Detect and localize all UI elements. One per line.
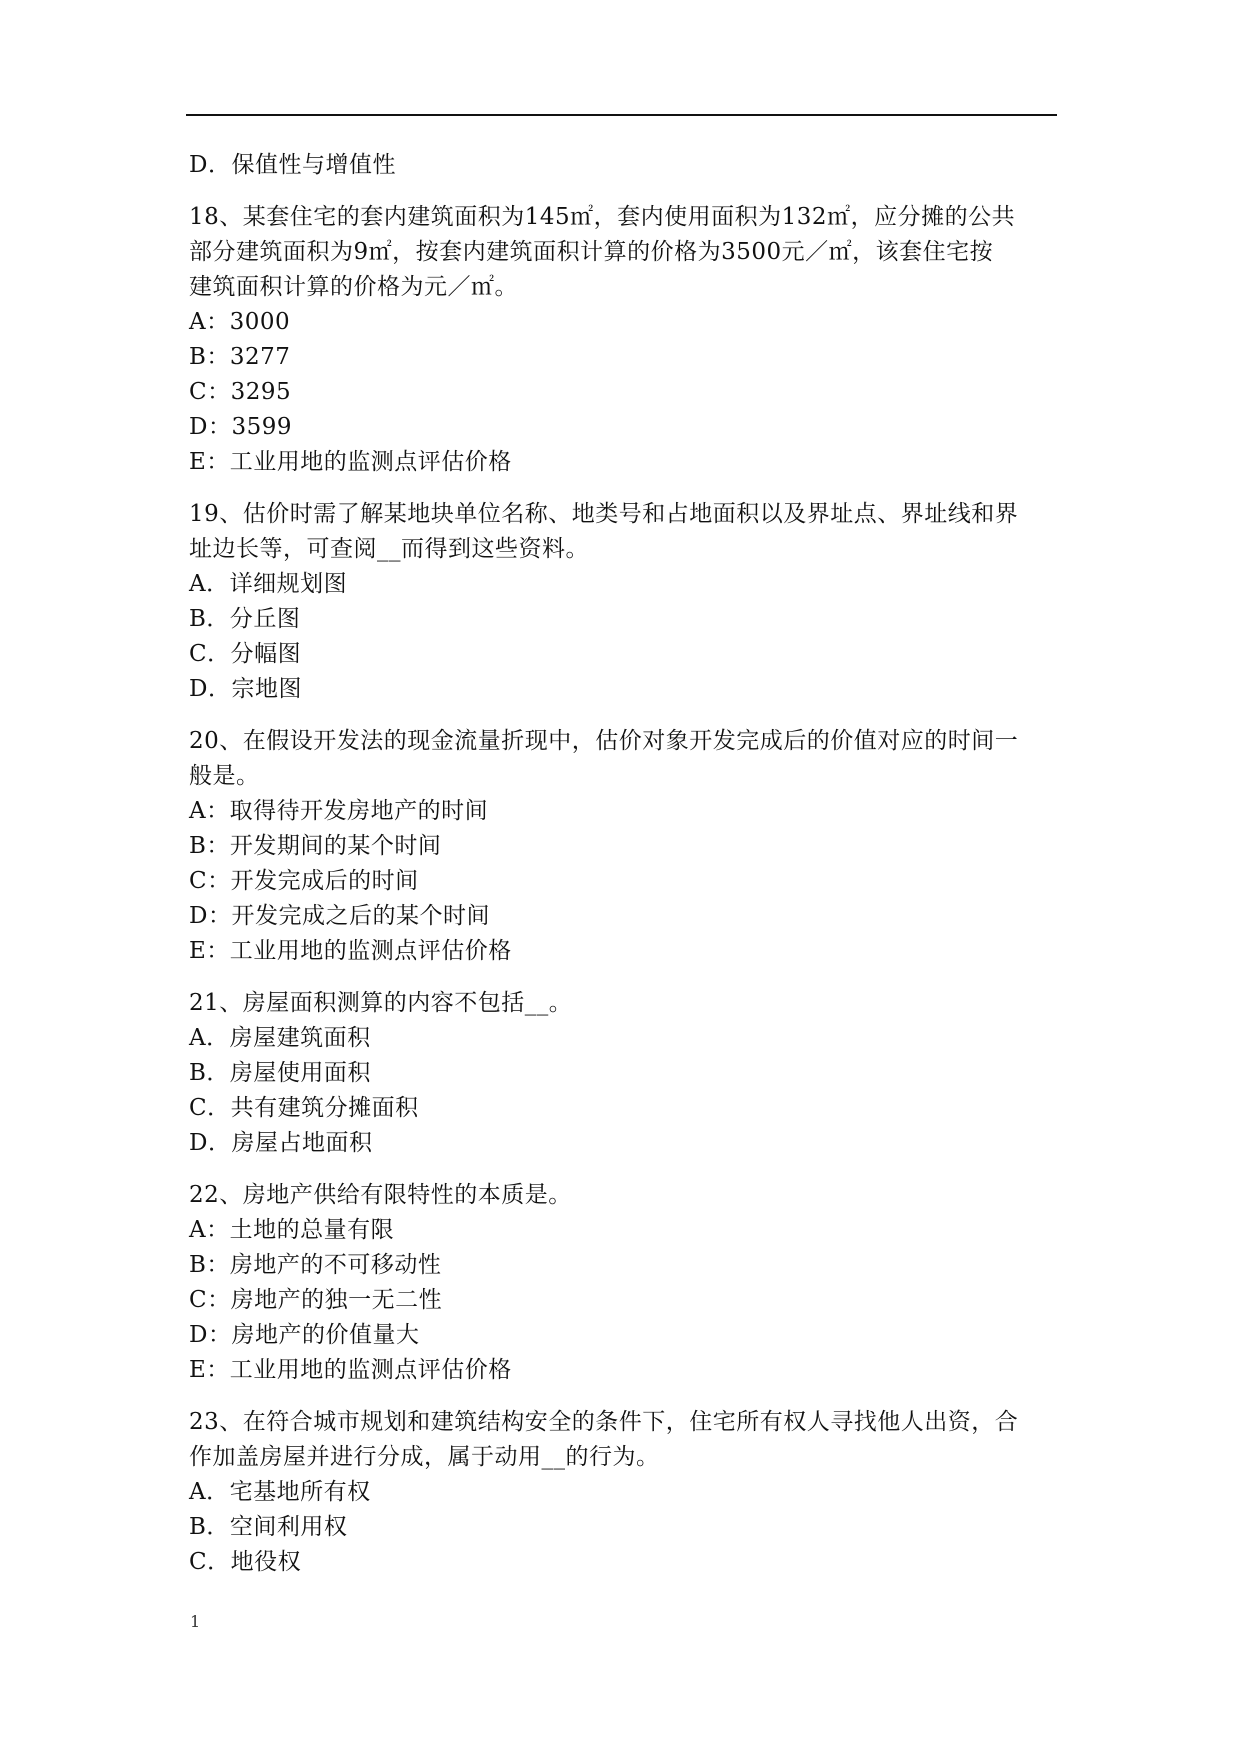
- option-list: [189, 1021, 1055, 1161]
- option-list: [189, 1475, 1055, 1580]
- question-line: 23、在符合城市规划和建筑结构安全的条件下，住宅所有权人寻找他人出资，合: [189, 1409, 1019, 1435]
- option-a: A：取得待开发房地产的时间: [189, 798, 489, 824]
- question-text: [189, 200, 1055, 305]
- question-text: [189, 986, 1055, 1021]
- option-d: D：3599: [189, 414, 292, 440]
- option-d: D．宗地图: [189, 676, 302, 702]
- option-list: [189, 794, 1055, 969]
- option-b: B：开发期间的某个时间: [189, 833, 442, 859]
- option-list: [189, 1213, 1055, 1388]
- question-21: [189, 986, 1055, 1161]
- question-line: 作加盖房屋并进行分成，属于动用__的行为。: [189, 1444, 660, 1470]
- option-c: C：3295: [189, 379, 292, 405]
- option-c: C．分幅图: [189, 641, 302, 667]
- question-text: [189, 497, 1055, 567]
- option-a: A：3000: [189, 309, 291, 335]
- option-d: D：房地产的价值量大: [189, 1322, 420, 1348]
- option-a: A：土地的总量有限: [189, 1217, 395, 1243]
- option-b: B．房屋使用面积: [189, 1060, 371, 1086]
- question-text: [189, 724, 1055, 794]
- option-a: A．房屋建筑面积: [189, 1025, 371, 1051]
- option-c: C．共有建筑分摊面积: [189, 1095, 419, 1121]
- document-body: [189, 148, 1055, 1580]
- option-a: A．详细规划图: [189, 571, 348, 597]
- option-list: [189, 567, 1055, 707]
- question-23: [189, 1405, 1055, 1580]
- option-b: B．空间利用权: [189, 1514, 348, 1540]
- option-c: C：开发完成后的时间: [189, 868, 419, 894]
- question-line: 19、估价时需了解某地块单位名称、地类号和占地面积以及界址点、界址线和界: [189, 501, 1019, 527]
- option-b: B．分丘图: [189, 606, 301, 632]
- question-19: [189, 497, 1055, 707]
- prev-option: D．保值性与增值性: [189, 152, 396, 178]
- question-line: 18、某套住宅的套内建筑面积为145㎡，套内使用面积为132㎡，应分摊的公共: [189, 204, 1016, 230]
- header-rule: [186, 114, 1057, 116]
- option-e: E：工业用地的监测点评估价格: [189, 938, 512, 964]
- question-line: 21、房屋面积测算的内容不包括__。: [189, 990, 573, 1016]
- page-number: 1: [190, 1612, 201, 1631]
- question-line: 般是。: [189, 763, 260, 789]
- question-18: [189, 200, 1055, 480]
- question-20: [189, 724, 1055, 969]
- option-b: B：房地产的不可移动性: [189, 1252, 442, 1278]
- question-text: [189, 1178, 1055, 1213]
- option-a: A．宅基地所有权: [189, 1479, 371, 1505]
- question-line: 20、在假设开发法的现金流量折现中，估价对象开发完成后的价值对应的时间一: [189, 728, 1019, 754]
- option-d: D．房屋占地面积: [189, 1130, 373, 1156]
- option-list: [189, 305, 1055, 480]
- option-d: D：开发完成之后的某个时间: [189, 903, 490, 929]
- question-line: 址边长等，可查阅__而得到这些资料。: [189, 536, 589, 562]
- option-c: C：房地产的独一无二性: [189, 1287, 443, 1313]
- option-e: E：工业用地的监测点评估价格: [189, 1357, 512, 1383]
- question-line: 22、房地产供给有限特性的本质是。: [189, 1182, 572, 1208]
- question-line: 建筑面积计算的价格为元／㎡。: [189, 274, 518, 300]
- option-e: E：工业用地的监测点评估价格: [189, 449, 512, 475]
- option-b: B：3277: [189, 344, 291, 370]
- question-text: [189, 1405, 1055, 1475]
- question-22: [189, 1178, 1055, 1388]
- option-c: C．地役权: [189, 1549, 302, 1575]
- question-line: 部分建筑面积为9㎡，按套内建筑面积计算的价格为3500元／㎡，该套住宅按: [189, 239, 994, 265]
